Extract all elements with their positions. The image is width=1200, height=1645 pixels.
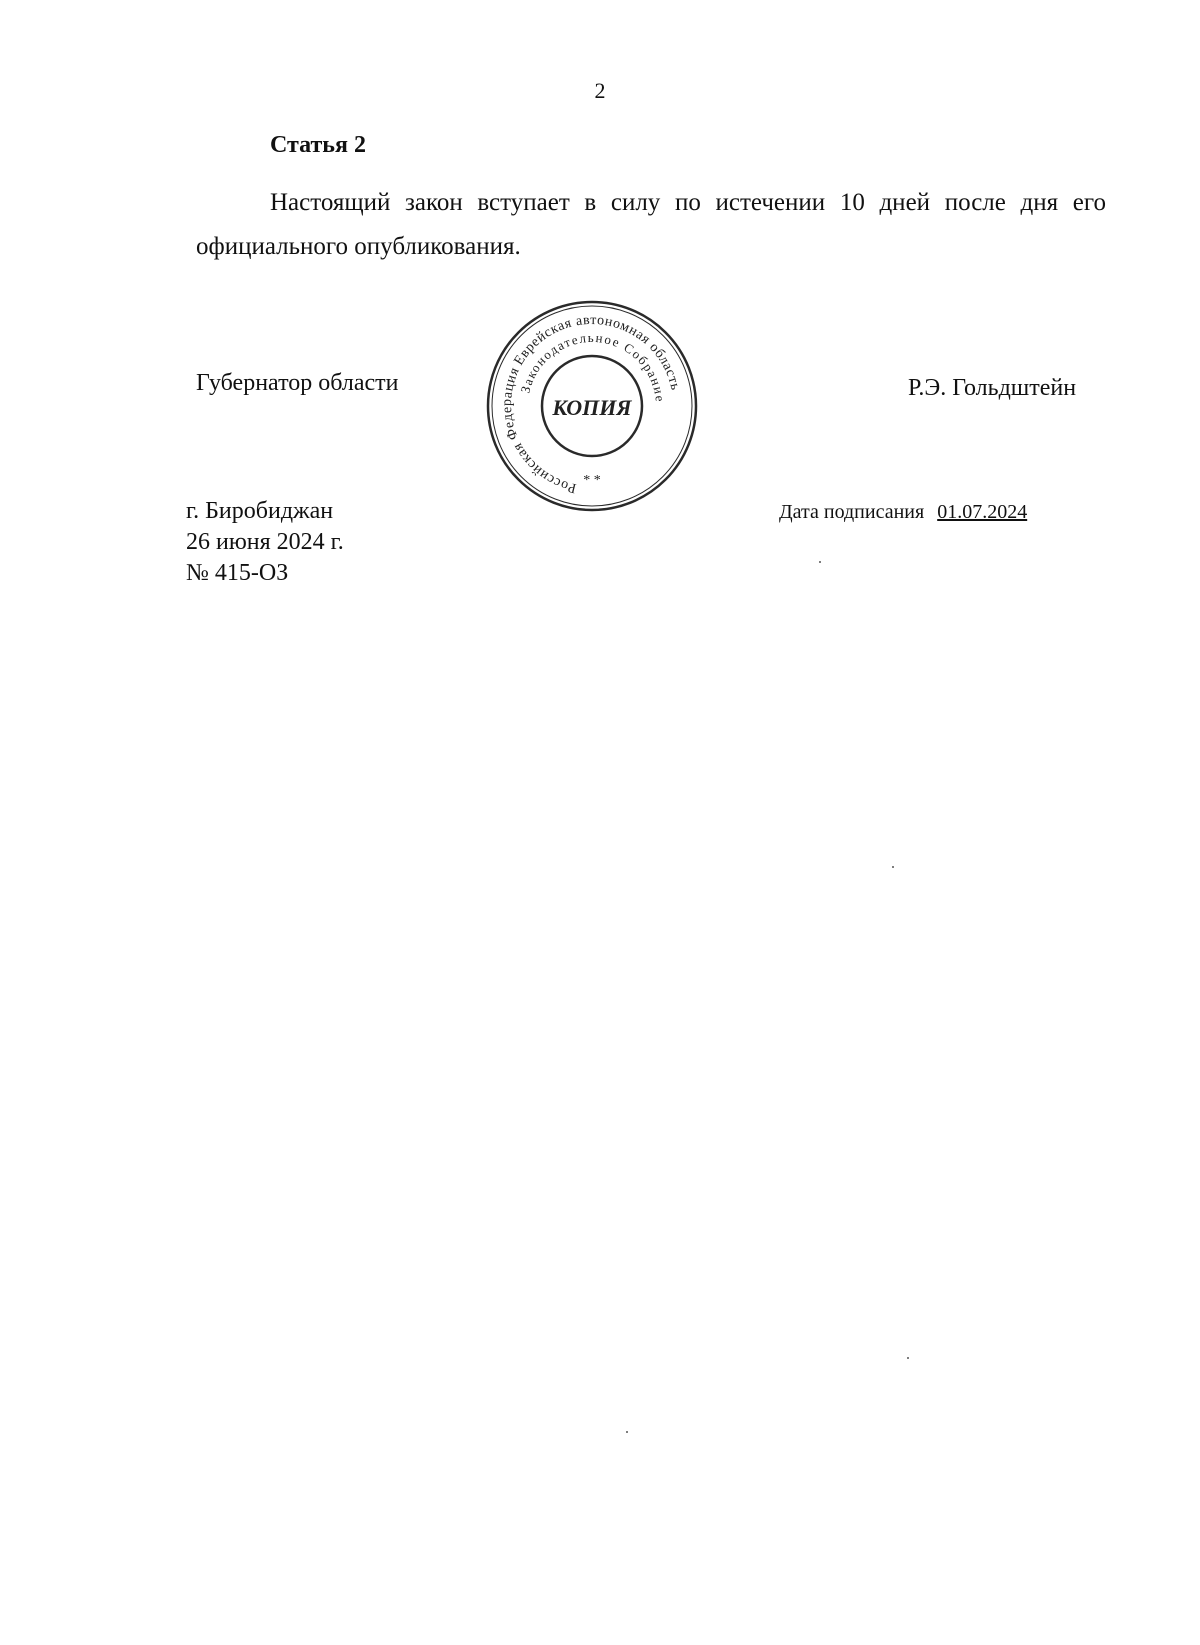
scan-speck [819, 561, 821, 563]
official-seal [480, 298, 704, 514]
signing-date-value: 01.07.2024 [937, 501, 1028, 523]
document-date: 26 июня 2024 г. [186, 529, 344, 555]
article-title: Статья 2 [270, 132, 366, 158]
document-details [186, 496, 344, 589]
page-number: 2 [594, 78, 606, 103]
scan-speck [626, 1431, 628, 1433]
document-number: № 415-ОЗ [186, 560, 289, 586]
document-city: г. Биробиджан [186, 498, 334, 524]
signing-date [779, 502, 1027, 522]
seal-stars: * * [583, 473, 601, 488]
signer-name: Р.Э. Гольдштейн [908, 375, 1077, 401]
signing-date-label: Дата подписания [779, 501, 925, 523]
scan-speck [907, 1357, 909, 1359]
scan-speck [892, 866, 894, 868]
article-text: Настоящий закон вступает в силу по истечении 10 дней после дня его официального опубликования. [196, 189, 1106, 260]
seal-inner-text: Законодательное Собрание [517, 329, 668, 404]
signer-position: Губернатор области [196, 370, 399, 396]
seal-outer-text: Российская Федерация Еврейская автономная область [499, 312, 683, 496]
seal-center-text: КОПИЯ [552, 395, 632, 420]
